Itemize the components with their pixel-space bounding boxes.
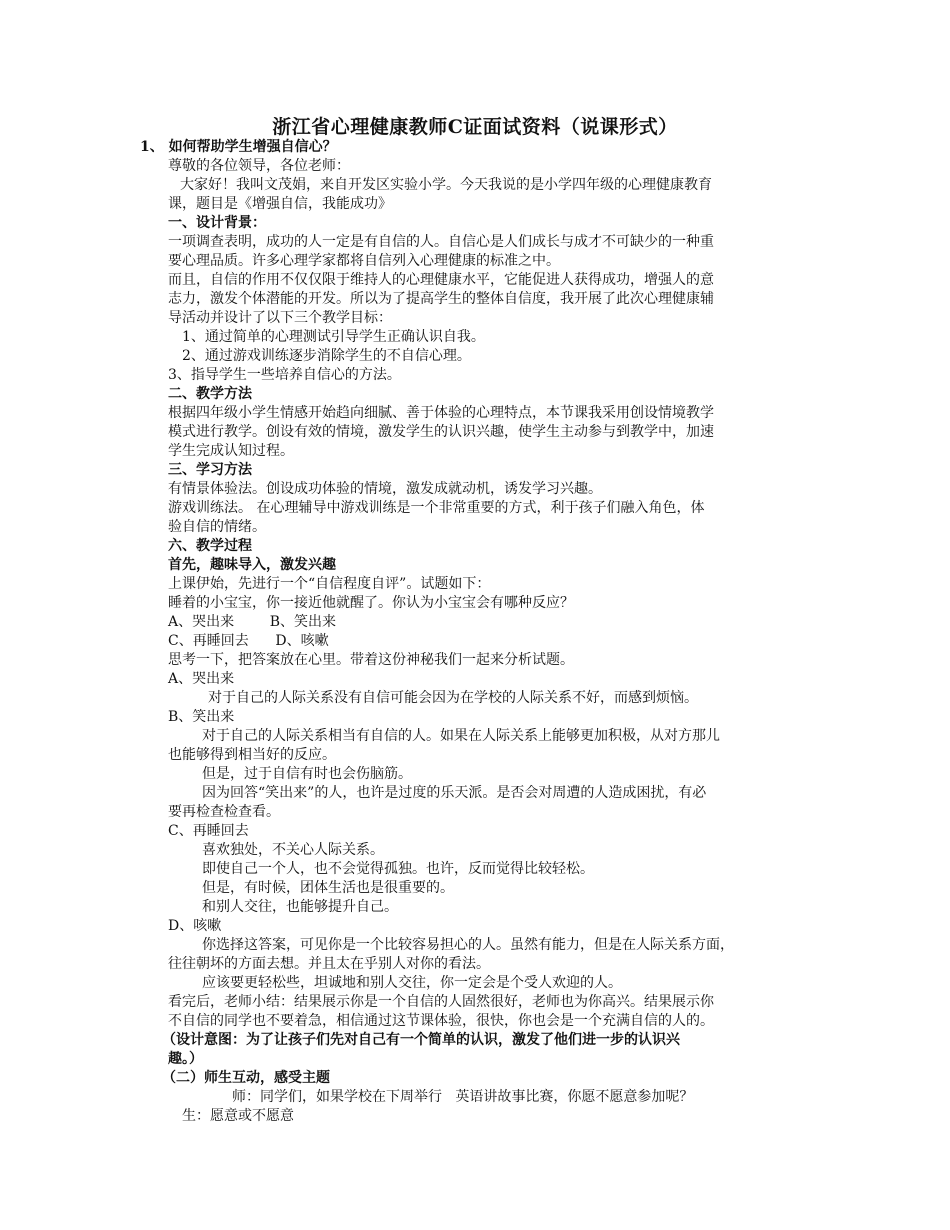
paragraph-line: 也能够得到相当好的反应。 [168,747,336,763]
paragraph-line: 思考一下，把答案放在心里。带着这份神秘我们一起来分析试题。 [168,652,574,668]
paragraph-line: 对于自己的人际关系没有自信可能会因为在学校的人际关系不好，而感到烦恼。 [208,690,698,706]
paragraph-line: 模式进行教学。创设有效的情境，激发学生的认识兴趣，使学生主动参与到教学中，加速 [168,424,714,440]
paragraph-line: 睡着的小宝宝，你一接近他就醒了。你认为小宝宝会有哪种反应？ [168,595,574,611]
paragraph-line: 你选择这答案，可见你是一个比较容易担心的人。虽然有能力，但是在人际关系方面， [202,937,734,953]
paragraph-line: 而且，自信的作用不仅仅限于维持人的心理健康水平，它能促进人获得成功，增强人的意 [168,272,714,288]
goal-item: 3、指导学生一些培养自信心的方法。 [168,367,401,383]
option-heading: C、再睡回去 [168,823,249,839]
paragraph-line: 应该要更轻松些，坦诚地和别人交往，你一定会是个受人欢迎的人。 [202,975,622,991]
paragraph-line: 要再检查检查看。 [168,804,280,820]
option-line: A、哭出来 B、笑出来 [168,614,336,630]
intro-line: 课，题目是《增强自信，我能成功》 [168,196,392,212]
intro-line: 大家好！我叫文茂娟，来自开发区实验小学。今天我说的是小学四年级的心理健康教育 [180,177,712,193]
paragraph-line: 游戏训练法。 在心理辅导中游戏训练是一个非常重要的方式，利于孩子们融入角色，体 [168,500,705,516]
greeting-line: 尊敬的各位领导，各位老师： [168,158,350,174]
paragraph-line: 不自信的同学也不要着急，相信通过这节课体验，很快，你也会是一个充满自信的人的。 [168,1013,714,1029]
section-heading: 六、教学过程 [168,538,252,554]
subsection-heading: 首先，趣味导入，激发兴趣 [168,557,336,573]
paragraph-line: 根据四年级小学生情感开始趋向细腻、善于体验的心理特点，本节课我采用创设情境教学 [168,405,714,421]
paragraph-line: 喜欢独处，不关心人际关系。 [202,842,384,858]
question-heading: 1、 如何帮助学生增强自信心？ [140,139,337,155]
paragraph-line: 看完后，老师小结：结果展示你是一个自信的人固然很好，老师也为你高兴。结果展示你 [168,994,714,1010]
paragraph-line: 和别人交往，也能够提升自己。 [202,899,398,915]
section-heading: 一、设计背景： [168,215,266,231]
design-intent: 趣。） [168,1051,203,1067]
paragraph-line: 但是，过于自信有时也会伤脑筋。 [202,766,412,782]
option-heading: D、咳嗽 [168,918,222,934]
option-heading: B、笑出来 [168,709,235,725]
dialogue-line: 师：同学们，如果学校在下周举行 英语讲故事比赛，你愿不愿意参加呢？ [232,1089,694,1105]
section-heading: 三、学习方法 [168,462,252,478]
design-intent: （设计意图：为了让孩子们先对自己有一个简单的认识，激发了他们进一步的认识兴 [162,1032,680,1048]
paragraph-line: 但是，有时候，团体生活也是很重要的。 [202,880,454,896]
paragraph-line: 学生完成认知过程。 [168,443,294,459]
section-heading: 二、教学方法 [168,386,252,402]
paragraph-line: 有情景体验法。创设成功体验的情境，激发成就动机，诱发学习兴趣。 [168,481,602,497]
goal-item: 2、通过游戏训练逐步消除学生的不自信心理。 [182,348,471,364]
paragraph-line: 上课伊始，先进行一个“自信程度自评”。试题如下： [168,576,491,592]
paragraph-line: 验自信的情绪。 [168,519,266,535]
dialogue-line: 生：愿意或不愿意 [182,1108,294,1124]
document-title: 浙江省心理健康教师C证面试资料（说课形式） [272,116,678,138]
option-heading: A、哭出来 [168,671,235,687]
paragraph-line: 对于自己的人际关系相当有自信的人。如果在人际关系上能够更加积极，从对方那儿 [202,728,720,744]
option-line: C、再睡回去 D、咳嗽 [168,633,329,649]
goal-item: 1、通过简单的心理测试引导学生正确认识自我。 [182,329,485,345]
paragraph-line: 往往朝坏的方面去想。并且太在乎别人对你的看法。 [168,956,490,972]
paragraph-line: 即使自己一个人，也不会觉得孤独。也许，反而觉得比较轻松。 [202,861,594,877]
paragraph-line: 因为回答“笑出来”的人，也许是过度的乐天派。是否会对周遭的人造成困扰，有必 [202,785,707,801]
paragraph-line: 要心理品质。许多心理学家都将自信列入心理健康的标准之中。 [168,253,560,269]
paragraph-line: 志力，激发个体潜能的开发。所以为了提高学生的整体自信度，我开展了此次心理健康辅 [168,291,714,307]
paragraph-line: 一项调查表明，成功的人一定是有自信的人。自信心是人们成长与成才不可缺少的一种重 [168,234,714,250]
paragraph-line: 导活动并设计了以下三个教学目标： [168,310,392,326]
subsection-heading: （二）师生互动，感受主题 [162,1070,330,1086]
